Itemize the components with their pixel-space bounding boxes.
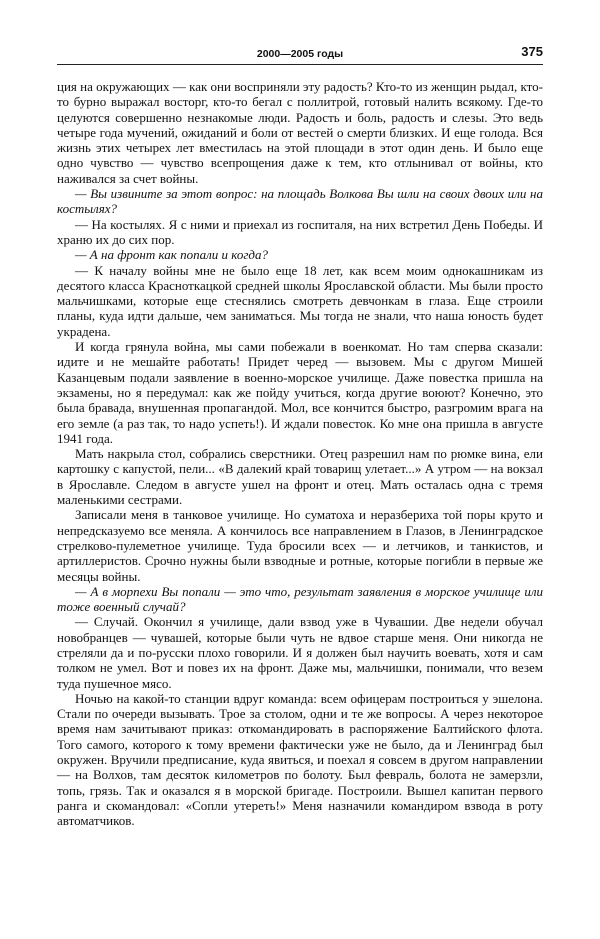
interview-question: — А в морпехи Вы попали — это что, результат заявления в морское училище или тоже военный случай? (57, 583, 543, 615)
paragraph-continued: ция на окружающих — как они восприняли эту радость? Кто-то из женщин рыдал, кто-то бурно выражал восторг, кто-то бегал с поллитрой, готовый налить всякому. Где-то целуются совершенно незнакомые люди. Радость и боль, радость и слезы. Это ведь четыре года мучений, ожиданий и боли от вестей о смерти близких. И еще голода. Вся жизнь этих четырех лет вместилась на этой площади в этот один день. И было еще одно чувство — чувство всепрощения даже к тем, кто отлынивал от войны, кто наживался за счет войны. (57, 79, 543, 186)
body-text (57, 79, 543, 829)
paragraph: Мать накрыла стол, собрались сверстники. Отец разрешил нам по рюмке вина, ели картошку с капустой, пели... «В далекий край товарищ улетает...» А утром — на вокзал в Ярославле. Следом в августе ушел на фронт и отец. Мать осталась одна с тремя маленькими сестрами. (57, 446, 543, 508)
interview-question: — А на фронт как попали и когда? (75, 247, 269, 263)
running-title: 2000—2005 годы (256, 48, 344, 60)
interview-answer: — К началу войны мне не было еще 18 лет, как всем моим однокашникам из десятого класса Красноткацкой средней школы Ярославской области. Мы были просто мальчишками, которые еще стеснялись смотреть девчонкам в глаза. Еще строили планы, куда идти дальше, чем заниматься. Мы тогда не знали, что наша юность будет украдена. (57, 262, 543, 339)
paragraph: Записали меня в танковое училище. Но суматоха и неразбериха той поры круто и непредсказуемо все меняла. А кончилось все направлением в Глазов, в Ленинградское стрелково-пулеметное училище. Туда бросили всех — и летчиков, и танкистов, и артиллеристов. Срочно нужны были взводные и ротные, которые погибли в первые же месяцы войны. (57, 507, 543, 584)
interview-answer: — Случай. Окончил я училище, дали взвод уже в Чувашии. Две недели обучал новобранцев — чувашей, которые были чуть не вдвое старше меня. Они никогда не стреляли да и по-русски плохо говорили. И я должен был научить воевать, хотя и сам толком не умел. Вот и повез их на фронт. Даже мы, мальчишки, понимали, что везем туда пушечное мясо. (57, 614, 543, 691)
interview-question: — Вы извините за этот вопрос: на площадь Волкова Вы шли на своих двоих или на костылях? (57, 186, 543, 217)
paragraph: И когда грянула война, мы сами побежали в военкомат. Но там сперва сказали: идите и не мешайте работать! Придет черед — вызовем. Мы с другом Мишей Казанцевым подали заявление в военно-морское училище. Даже повестка пришла на экзамены, но я передумал: как же пойду учиться, когда другие воюют? Конечно, это была бравада, внушенная пропагандой. Мол, все кончится быстро, разгромим врага на его земле (а раз так, то надо успеть!). И ждали повесток. Ко мне она пришла в августе 1941 года. (57, 339, 543, 446)
interview-answer: — На костылях. Я с ними и приехал из госпиталя, на них встретил День Победы. И храню их до сих пор. (57, 216, 543, 247)
page-header (57, 44, 543, 65)
paragraph: Ночью на какой-то станции вдруг команда: всем офицерам построиться у эшелона. Стали по очереди вызывать. Трое за столом, одни и те же вопросы. А через некоторое время нам зачитывают приказ: откомандировать в распоряжение Балтийского флота. Того самого, которого к тому времени фактически уже не было, да и Ленинград был окружен. Вручили предписание, куда явиться, и поехал я совсем в другом направлении — на Волхов, там десяток километров по болоту. Был февраль, болота не замерзли, топь, грязь. Так и оказался я в морской бригаде. Построили. Вышел капитан первого ранга и скомандовал: «Сопли утереть!» Меня назначили командиром взвода в роту автоматчиков. (57, 690, 543, 829)
page-number: 375 (521, 44, 543, 59)
